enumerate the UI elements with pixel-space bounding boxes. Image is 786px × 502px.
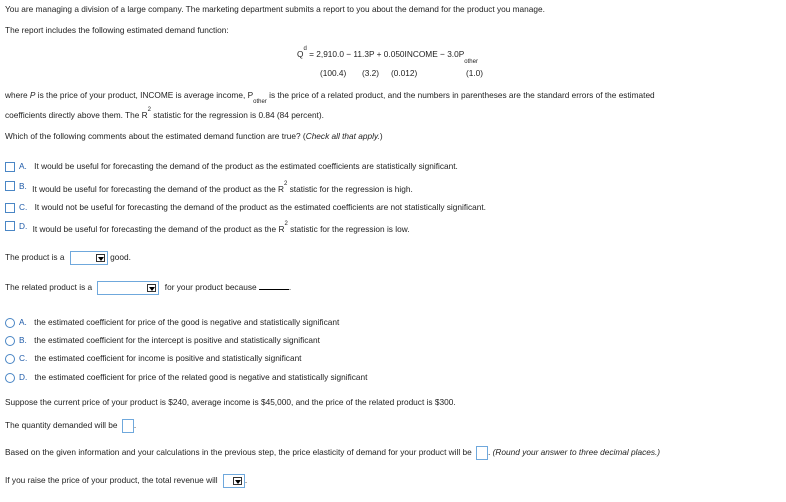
elasticity-input[interactable] bbox=[476, 446, 488, 460]
elasticity-suffix: . bbox=[488, 447, 493, 458]
where-line-1 bbox=[5, 90, 655, 103]
product-line bbox=[5, 251, 131, 265]
radio-c-text: the estimated coefficient for income is positive and statistically significant bbox=[34, 353, 302, 363]
option-b[interactable] bbox=[5, 181, 413, 194]
because-blank bbox=[259, 281, 289, 290]
elasticity-hint: (Round your answer to three decimal places.) bbox=[492, 447, 661, 458]
radio-d-text: the estimated coefficient for price of the related good is negative and statistically significant bbox=[34, 372, 368, 382]
option-a-text: It would be useful for forecasting the demand of the product as the estimated coefficients are statistically significant. bbox=[34, 161, 458, 171]
se-4: (1.0) bbox=[466, 68, 484, 78]
chevron-down-icon bbox=[233, 477, 242, 485]
radio-option-a[interactable] bbox=[5, 317, 339, 328]
related-line: The related product is a for your product because . bbox=[5, 281, 291, 295]
where-line-2 bbox=[5, 107, 324, 120]
option-c[interactable] bbox=[5, 202, 486, 213]
quantity-input[interactable] bbox=[122, 419, 137, 433]
equation-lhs: Q bbox=[297, 49, 304, 59]
radio-d[interactable] bbox=[5, 373, 15, 383]
quantity-prefix: The quantity demanded will be bbox=[5, 420, 118, 431]
option-b-text-a: It would be useful for forecasting the demand of the product as the R bbox=[32, 184, 284, 194]
question-1-text: Which of the following comments about the estimated demand function are true? ( bbox=[5, 131, 306, 141]
radio-option-b[interactable] bbox=[5, 335, 320, 346]
elasticity-line bbox=[5, 446, 660, 460]
quantity-suffix: . bbox=[133, 420, 137, 431]
where-a: where bbox=[5, 90, 30, 100]
se-2: (3.2) bbox=[362, 68, 380, 78]
option-b-letter: B. bbox=[19, 181, 27, 191]
where-sub: other bbox=[253, 98, 267, 105]
revenue-select[interactable] bbox=[223, 474, 248, 488]
radio-option-d[interactable] bbox=[5, 372, 367, 383]
option-b-sup: 2 bbox=[283, 181, 288, 188]
question-1-hint: Check all that apply. bbox=[305, 131, 380, 141]
related-suffix: for your product because bbox=[164, 282, 257, 293]
elasticity-prefix: Based on the given information and your calculations in the previous step, the price elasticity of demand for your product will be bbox=[5, 447, 472, 458]
option-d-sup: 2 bbox=[284, 221, 288, 228]
option-c-text: It would not be useful for forecasting the demand of the product as the estimated coefficients are not statistically significant. bbox=[34, 202, 486, 212]
where-p: P bbox=[29, 90, 36, 100]
product-suffix: good. bbox=[110, 252, 131, 263]
radio-a-letter: A. bbox=[19, 317, 27, 327]
radio-b-text: the estimated coefficient for the intercept is positive and statistically significant bbox=[34, 335, 320, 345]
product-prefix: The product is a bbox=[5, 252, 65, 263]
option-c-letter: C. bbox=[19, 202, 28, 212]
checkbox-d[interactable] bbox=[5, 221, 15, 231]
intro-line-2: The report includes the following estimated demand function: bbox=[5, 25, 229, 35]
demand-equation bbox=[297, 46, 478, 65]
where-e: statistic for the regression is 0.84 (84 percent). bbox=[151, 110, 324, 120]
checkbox-a[interactable] bbox=[5, 162, 15, 172]
radio-a-text: the estimated coefficient for price of the good is negative and statistically significant bbox=[34, 317, 340, 327]
option-d-text-b: statistic for the regression is low. bbox=[287, 224, 410, 234]
revenue-prefix: If you raise the price of your product, the total revenue will bbox=[5, 475, 218, 486]
option-d-letter: D. bbox=[19, 221, 28, 231]
se-1: (100.4) bbox=[320, 68, 347, 78]
question-1-close: ) bbox=[379, 131, 383, 141]
radio-d-letter: D. bbox=[19, 372, 28, 382]
option-d[interactable] bbox=[5, 221, 410, 234]
radio-b-letter: B. bbox=[19, 335, 27, 345]
question-1 bbox=[5, 131, 383, 141]
product-type-select[interactable] bbox=[70, 251, 108, 265]
equation-rhs: = 2,910.0 − 11.3P + 0.050INCOME − 3.0P bbox=[309, 49, 465, 59]
suppose-text: Suppose the current price of your product is $240, average income is $45,000, and the price of the related product is $300. bbox=[5, 397, 456, 407]
checkbox-c[interactable] bbox=[5, 203, 15, 213]
chevron-down-icon bbox=[147, 284, 156, 292]
where-d: coefficients directly above them. The R bbox=[5, 110, 148, 120]
option-b-text-b: statistic for the regression is high. bbox=[287, 184, 413, 194]
related-prefix: The related product is a bbox=[5, 282, 93, 293]
chevron-down-icon bbox=[96, 254, 105, 262]
option-d-text-a: It would be useful for forecasting the demand of the product as the R bbox=[32, 224, 285, 234]
se-3: (0.012) bbox=[391, 68, 418, 78]
intro-line-1: You are managing a division of a large company. The marketing department submits a report to you about the demand for the product you manage. bbox=[5, 4, 545, 14]
radio-option-c[interactable] bbox=[5, 353, 301, 364]
where-sup: 2 bbox=[147, 107, 151, 114]
where-b: is the price of your product, INCOME is average income, P bbox=[35, 90, 254, 100]
radio-c[interactable] bbox=[5, 354, 15, 364]
related-type-select[interactable] bbox=[97, 281, 159, 295]
radio-a[interactable] bbox=[5, 318, 15, 328]
where-c: is the price of a related product, and the numbers in parentheses are the standard errors of the estimated bbox=[266, 90, 655, 100]
checkbox-b[interactable] bbox=[5, 181, 15, 191]
quantity-line bbox=[5, 419, 136, 433]
revenue-suffix: . bbox=[244, 475, 248, 486]
revenue-line bbox=[5, 474, 247, 488]
radio-c-letter: C. bbox=[19, 353, 28, 363]
equation-lhs-sup: d bbox=[303, 46, 307, 53]
option-a-letter: A. bbox=[19, 161, 27, 171]
equation-rhs-sub: other bbox=[464, 58, 478, 65]
option-a[interactable] bbox=[5, 161, 458, 172]
radio-b[interactable] bbox=[5, 336, 15, 346]
